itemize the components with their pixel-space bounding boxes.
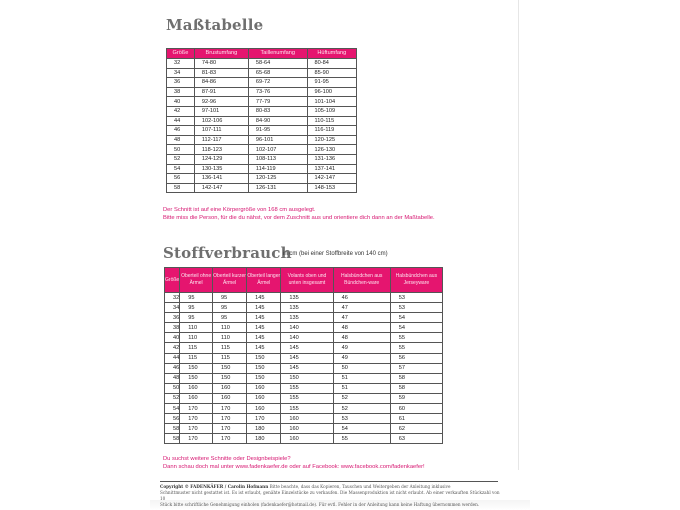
fabric-table-cell: 95 (212, 303, 246, 313)
fabric-table-header-cell: Größe (165, 268, 180, 293)
fabric-table-cell: 48 (165, 373, 180, 383)
footer-line1-rest: Bitte beachte, dass das Kopieren, Tauschen und Weitergeben der Anleitung inklusive (269, 484, 451, 489)
fabric-table-body (165, 293, 443, 444)
size-table-cell: 92-96 (194, 97, 248, 107)
fabric-table-cell: 115 (212, 343, 246, 353)
fabric-table-cell: 170 (212, 434, 246, 444)
fabric-table-cell: 145 (281, 353, 333, 363)
size-table-cell: 91-95 (248, 126, 307, 136)
fabric-table-cell: 55 (333, 434, 390, 444)
fabric-table-cell: 58 (165, 434, 180, 444)
fabric-table-cell: 54 (165, 404, 180, 414)
size-table-cell: 148-153 (307, 183, 356, 193)
fabric-table-cell: 180 (247, 424, 281, 434)
fabric-table-cell: 51 (333, 373, 390, 383)
fabric-table-cell: 52 (333, 404, 390, 414)
fabric-table-cell: 110 (212, 333, 246, 343)
size-table-header-cell: Taillenumfang (248, 49, 307, 59)
size-table-row (167, 68, 357, 78)
fabric-table-cell: 46 (165, 363, 180, 373)
fabric-table-row (165, 293, 443, 303)
fabric-table-cell: 150 (247, 363, 281, 373)
fabric-table-cell: 170 (247, 414, 281, 424)
size-table-header-cell: Hüftumfang (307, 49, 356, 59)
footer-line2: Schnittmuster nicht gestattet ist. Es ist erlaubt, genähte Einzelstücke zu verkaufen. Die Massenproduktion ist nicht erlaubt. Ab einer verkauften Stückzahl von 10 (160, 490, 500, 501)
fabric-table-cell: 170 (212, 404, 246, 414)
size-table-cell: 84-90 (248, 116, 307, 126)
size-table-cell: 142-147 (194, 183, 248, 193)
size-table-cell: 58 (167, 183, 195, 193)
size-table-cell: 96-100 (307, 87, 356, 97)
fabric-table-cell: 48 (333, 323, 390, 333)
fabric-table-cell: 56 (390, 353, 442, 363)
fabric-table-cell: 47 (333, 313, 390, 323)
fabric-table-cell: 115 (180, 343, 213, 353)
fabric-table-cell: 54 (390, 313, 442, 323)
fabric-table-cell: 135 (281, 293, 333, 303)
size-table-cell: 120-125 (248, 174, 307, 184)
size-table-cell: 38 (167, 87, 195, 97)
size-table-cell: 73-76 (248, 87, 307, 97)
fabric-table-cell: 160 (247, 393, 281, 403)
size-table-cell: 34 (167, 68, 195, 78)
fabric-table-cell: 110 (180, 333, 213, 343)
fabric-table-cell: 53 (390, 303, 442, 313)
fabric-table-cell: 150 (247, 373, 281, 383)
size-table-cell: 126-130 (307, 145, 356, 155)
size-table-cell: 101-104 (307, 97, 356, 107)
fabric-table-cell: 140 (281, 323, 333, 333)
fabric-table-cell: 145 (281, 363, 333, 373)
fabric-table-cell: 56 (165, 414, 180, 424)
fabric-table-cell: 140 (281, 333, 333, 343)
fabric-table-row (165, 424, 443, 434)
fabric-table-row (165, 353, 443, 363)
size-table-row (167, 164, 357, 174)
fabric-table-cell: 49 (333, 353, 390, 363)
size-table-header-row (167, 49, 357, 59)
footer-divider (160, 481, 498, 482)
fabric-table-cell: 170 (180, 424, 213, 434)
fabric-table-cell: 145 (247, 293, 281, 303)
size-table-cell: 80-84 (307, 59, 356, 69)
size-table-cell: 56 (167, 174, 195, 184)
fabric-table-cell: 150 (180, 363, 213, 373)
fabric-table-row (165, 323, 443, 333)
size-table-cell: 120-125 (307, 135, 356, 145)
size-table-cell: 131-136 (307, 154, 356, 164)
size-table-body (167, 59, 357, 193)
fabric-table-cell: 145 (247, 333, 281, 343)
fabric-table-cell: 160 (212, 393, 246, 403)
fabric-table-cell: 61 (390, 414, 442, 424)
fabric-table-title: Stoffverbrauch (163, 244, 292, 262)
size-table-cell: 58-64 (248, 59, 307, 69)
fabric-table-row (165, 414, 443, 424)
size-note-line2: Bitte miss die Person, für die du nähst, vor dem Zuschnitt aus und orientiere dich dann an der Maßtabelle. (163, 215, 435, 221)
fabric-table-cell: 110 (212, 323, 246, 333)
fabric-table-subtitle: in cm (bei einer Stoffbreite von 140 cm) (283, 251, 388, 257)
fabric-table-row (165, 393, 443, 403)
fabric-table-row (165, 383, 443, 393)
fabric-table-cell: 38 (165, 323, 180, 333)
size-table-row (167, 174, 357, 184)
size-table-cell: 102-106 (194, 116, 248, 126)
fabric-table-row (165, 303, 443, 313)
size-table-row (167, 183, 357, 193)
size-table-row (167, 126, 357, 136)
size-table-cell: 84-86 (194, 78, 248, 88)
fabric-table-cell: 52 (333, 393, 390, 403)
fabric-table-cell: 40 (165, 333, 180, 343)
fabric-table-cell: 51 (333, 383, 390, 393)
size-table-cell: 46 (167, 126, 195, 136)
size-table-note (163, 206, 435, 222)
fabric-table-note (163, 455, 425, 471)
fabric-table-cell: 160 (212, 383, 246, 393)
fabric-table-row (165, 333, 443, 343)
fabric-table-cell: 54 (390, 323, 442, 333)
fabric-table-cell: 150 (180, 373, 213, 383)
fabric-table (164, 267, 443, 444)
size-table-cell: 137-141 (307, 164, 356, 174)
fabric-table-cell: 155 (281, 383, 333, 393)
size-table-cell: 54 (167, 164, 195, 174)
fabric-table-header-cell: Oberteil langer Ärmel (247, 268, 281, 293)
fabric-table-cell: 150 (281, 373, 333, 383)
size-table-row (167, 106, 357, 116)
size-table-cell: 105-109 (307, 106, 356, 116)
fabric-table-cell: 47 (333, 303, 390, 313)
fabric-table-row (165, 343, 443, 353)
fabric-table-cell: 115 (180, 353, 213, 363)
fabric-table-cell: 36 (165, 313, 180, 323)
fabric-table-row (165, 373, 443, 383)
size-table-cell: 74-80 (194, 59, 248, 69)
fabric-table-cell: 42 (165, 343, 180, 353)
size-table-cell: 36 (167, 78, 195, 88)
size-table-cell: 126-131 (248, 183, 307, 193)
fabric-table-cell: 160 (180, 383, 213, 393)
size-table-cell: 124-129 (194, 154, 248, 164)
footer-copyright: Copyright © FADENKÄFER / Carolin Hofmann (160, 484, 269, 489)
fabric-table-cell: 32 (165, 293, 180, 303)
size-table-cell: 108-113 (248, 154, 307, 164)
fabric-table-cell: 34 (165, 303, 180, 313)
fabric-table-cell: 160 (180, 393, 213, 403)
fabric-table-cell: 59 (390, 393, 442, 403)
size-note-line1: Der Schnitt ist auf eine Körpergröße von 168 cm ausgelegt. (163, 207, 316, 213)
fabric-table-header-cell: Halsbündchen aus Bündchen-ware (333, 268, 390, 293)
fabric-table-cell: 53 (333, 414, 390, 424)
fabric-table-cell: 58 (165, 424, 180, 434)
size-table-row (167, 145, 357, 155)
fabric-table-cell: 170 (212, 414, 246, 424)
fabric-table-cell: 135 (281, 313, 333, 323)
fabric-table-cell: 160 (247, 383, 281, 393)
page-edge (518, 0, 519, 470)
size-table-row (167, 59, 357, 69)
size-table-header-cell: Brustumfang (194, 49, 248, 59)
fabric-table-cell: 52 (165, 393, 180, 403)
fabric-table-cell: 150 (247, 353, 281, 363)
fabric-table-cell: 57 (390, 363, 442, 373)
fabric-table-cell: 63 (390, 434, 442, 444)
fabric-table-cell: 150 (212, 373, 246, 383)
size-table-cell: 96-101 (248, 135, 307, 145)
fabric-table-cell: 180 (247, 434, 281, 444)
fabric-table-cell: 44 (165, 353, 180, 363)
fabric-table-cell: 135 (281, 303, 333, 313)
fabric-table-cell: 50 (333, 363, 390, 373)
size-table-cell: 114-119 (248, 164, 307, 174)
size-table-cell: 112-117 (194, 135, 248, 145)
fabric-table-cell: 58 (390, 373, 442, 383)
fabric-table-header-cell: Oberteil kurzer Ärmel (212, 268, 246, 293)
fabric-table-cell: 155 (281, 404, 333, 414)
size-table-cell: 97-101 (194, 106, 248, 116)
fabric-table-cell: 145 (281, 343, 333, 353)
fabric-table-cell: 170 (180, 404, 213, 414)
fabric-table-row (165, 363, 443, 373)
fabric-table-cell: 170 (212, 424, 246, 434)
size-table-cell: 77-79 (248, 97, 307, 107)
footer-line3: Stück bitte schriftliche Genehmigung einholen (fadenkaefer@hotmail.de). Für evtl. Fehler in der Anleitung kann keine Haftung übernommen werden. (160, 502, 480, 507)
size-table-cell: 87-91 (194, 87, 248, 97)
size-table-cell: 130-135 (194, 164, 248, 174)
size-table-cell: 42 (167, 106, 195, 116)
size-table-cell: 69-72 (248, 78, 307, 88)
fabric-note-line1: Du suchst weitere Schnitte oder Designbeispiele? (163, 456, 291, 462)
fabric-table-header-cell: Oberteil ohne Ärmel (180, 268, 213, 293)
fabric-table-cell: 46 (333, 293, 390, 303)
size-table-row (167, 97, 357, 107)
fabric-table-cell: 95 (212, 293, 246, 303)
fabric-table-cell: 95 (180, 313, 213, 323)
fabric-table-cell: 170 (180, 434, 213, 444)
size-table-cell: 81-83 (194, 68, 248, 78)
fabric-table-cell: 55 (390, 343, 442, 353)
fabric-table-cell: 95 (180, 293, 213, 303)
fabric-note-line2: Dann schau doch mal unter www.fadenkaefer.de oder auf Facebook: www.facebook.com/fadenkaefer! (163, 464, 425, 470)
size-table-cell: 110-115 (307, 116, 356, 126)
size-table-row (167, 78, 357, 88)
fabric-table-cell: 150 (212, 363, 246, 373)
fabric-table-cell: 53 (390, 293, 442, 303)
size-table-cell: 116-119 (307, 126, 356, 136)
fabric-table-cell: 155 (281, 393, 333, 403)
size-table-cell: 91-95 (307, 78, 356, 88)
fabric-table-cell: 145 (247, 343, 281, 353)
fabric-table-cell: 145 (247, 313, 281, 323)
size-table-cell: 50 (167, 145, 195, 155)
size-table-cell: 32 (167, 59, 195, 69)
fabric-table-cell: 145 (247, 323, 281, 333)
fabric-table-cell: 55 (390, 333, 442, 343)
size-table-cell: 136-141 (194, 174, 248, 184)
size-table-cell: 52 (167, 154, 195, 164)
size-table-row (167, 135, 357, 145)
size-table-cell: 40 (167, 97, 195, 107)
fabric-table-header-row (165, 268, 443, 293)
size-table-header-cell: Größe (167, 49, 195, 59)
size-table-cell: 107-111 (194, 126, 248, 136)
fabric-table-row (165, 313, 443, 323)
fabric-table-header-cell: Volants oben und unten insgesamt (281, 268, 333, 293)
fabric-table-cell: 58 (390, 383, 442, 393)
size-table-cell: 80-83 (248, 106, 307, 116)
fabric-table-cell: 115 (212, 353, 246, 363)
fabric-table-cell: 60 (390, 404, 442, 414)
fabric-table-row (165, 434, 443, 444)
size-table-cell: 65-68 (248, 68, 307, 78)
fabric-table-cell: 48 (333, 333, 390, 343)
fabric-table-cell: 160 (247, 404, 281, 414)
fabric-table-cell: 160 (281, 424, 333, 434)
fabric-table-cell: 160 (281, 414, 333, 424)
fabric-table-cell: 54 (333, 424, 390, 434)
fabric-table-cell: 145 (247, 303, 281, 313)
fabric-table-cell: 170 (180, 414, 213, 424)
fabric-table-cell: 95 (180, 303, 213, 313)
fabric-table-row (165, 404, 443, 414)
fabric-table-cell: 110 (180, 323, 213, 333)
size-table-title: Maßtabelle (166, 16, 264, 34)
footer (160, 484, 500, 508)
size-table-cell: 142-147 (307, 174, 356, 184)
fabric-table-header-cell: Halsbündchen aus Jerseyware (390, 268, 442, 293)
size-table-row (167, 154, 357, 164)
size-table-row (167, 87, 357, 97)
fabric-table-cell: 95 (212, 313, 246, 323)
size-table-cell: 48 (167, 135, 195, 145)
fabric-table-cell: 160 (281, 434, 333, 444)
size-table-cell: 102-107 (248, 145, 307, 155)
size-table-cell: 118-123 (194, 145, 248, 155)
fabric-table-cell: 49 (333, 343, 390, 353)
size-table-cell: 85-90 (307, 68, 356, 78)
size-table-row (167, 116, 357, 126)
size-table-cell: 44 (167, 116, 195, 126)
fabric-table-cell: 50 (165, 383, 180, 393)
fabric-table-cell: 62 (390, 424, 442, 434)
size-table (166, 48, 357, 193)
